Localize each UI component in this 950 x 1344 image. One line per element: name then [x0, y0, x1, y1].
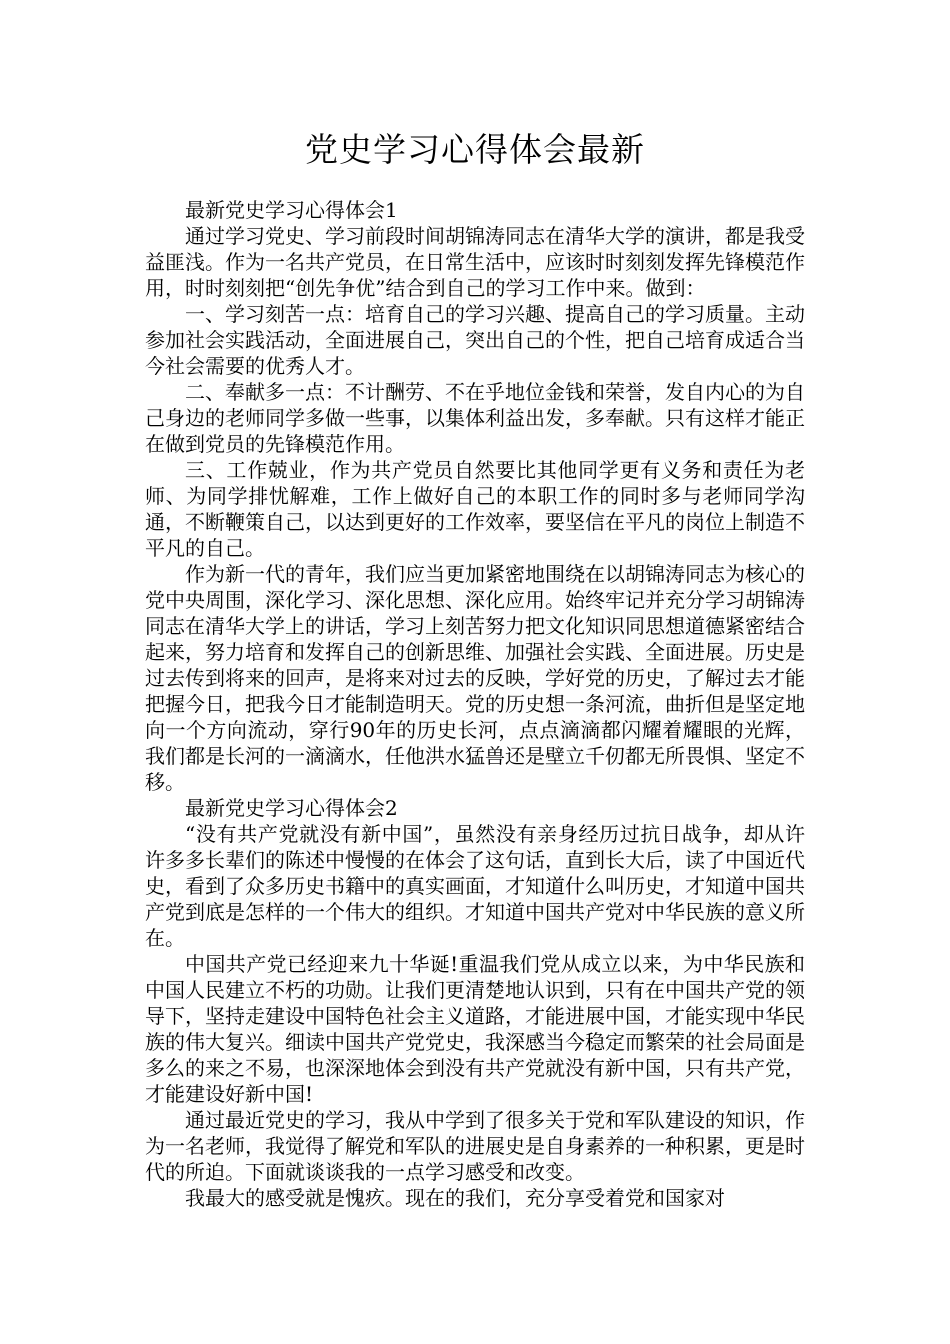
section-heading-2: 最新党史学习心得体会2 — [185, 796, 398, 820]
paragraph: 中国共产党已经迎来九十华诞!重温我们党从成立以来，为中华民族和中国人民建立不朽的功勋。让我们更清楚地认识到，只有在中国共产党的领导下，坚持走建设中国特色社会主义道路，才能进展中国，才能实现中华民族的伟大复兴。细读中国共产党党史，我深感当今稳定而繁荣的社会局面是多么的来之不易，也深深地体会到没有共产党就没有新中国，只有共产党，才能建设好新中国! — [145, 952, 805, 1106]
paragraph: 二、奉献多一点：不计酬劳、不在乎地位金钱和荣誉，发自内心的为自己身边的老师同学多做一些事，以集体利益出发，多奉献。只有这样才能正在做到党员的先锋模范作用。 — [145, 380, 805, 456]
paragraph: 我最大的感受就是愧疚。现在的我们，充分享受着党和国家对 — [185, 1186, 725, 1210]
paragraph: 作为新一代的青年，我们应当更加紧密地围绕在以胡锦涛同志为核心的党中央周围，深化学习、深化思想、深化应用。始终牢记并充分学习胡锦涛同志在清华大学上的讲话，学习上刻苦努力把文化知识同思想道德紧密结合起来，努力培育和发挥自己的创新思维、加强社会实践、全面进展。历史是过去传到将来的回声，是将来对过去的反映，学好党的历史，了解过去才能把握今日，把我今日才能制造明天。党的历史想一条河流，曲折但是坚定地向一个方向流动，穿行90年的历史长河，点点滴滴都闪耀着耀眼的光辉，我们都是长河的一滴滴水，任他洪水猛兽还是壁立千仞都无所畏惧、坚定不移。 — [145, 562, 805, 794]
section-heading-1: 最新党史学习心得体会1 — [185, 198, 398, 222]
paragraph: 通过学习党史、学习前段时间胡锦涛同志在清华大学的演讲，都是我受益匪浅。作为一名共产党员，在日常生活中，应该时时刻刻发挥先锋模范作用，时时刻刻把“创先争优”结合到自己的学习工作中来。做到： — [145, 224, 805, 300]
paragraph: “没有共产党就没有新中国”，虽然没有亲身经历过抗日战争，却从许许多多长辈们的陈述中慢慢的在体会了这句话，直到长大后，读了中国近代史，看到了众多历史书籍中的真实画面，才知道什么叫历史，才知道中国共产党到底是怎样的一个伟大的组织。才知道中国共产党对中华民族的意义所在。 — [145, 822, 805, 950]
paragraph: 三、工作兢业，作为共产党员自然要比其他同学更有义务和责任为老师、为同学排忧解难，工作上做好自己的本职工作的同时多与老师同学沟通，不断鞭策自己，以达到更好的工作效率，要坚信在平凡的岗位上制造不平凡的自己。 — [145, 458, 805, 560]
paragraph: 通过最近党史的学习，我从中学到了很多关于党和军队建设的知识，作为一名老师，我觉得了解党和军队的进展史是自身素养的一种积累，更是时代的所迫。下面就谈谈我的一点学习感受和改变。 — [145, 1108, 805, 1184]
document-body — [145, 197, 805, 1211]
document-title: 党史学习心得体会最新 — [305, 130, 645, 169]
paragraph: 一、学习刻苦一点：培育自己的学习兴趣、提高自己的学习质量。主动参加社会实践活动，全面进展自己，突出自己的个性，把自己培育成适合当今社会需要的优秀人才。 — [145, 302, 805, 378]
